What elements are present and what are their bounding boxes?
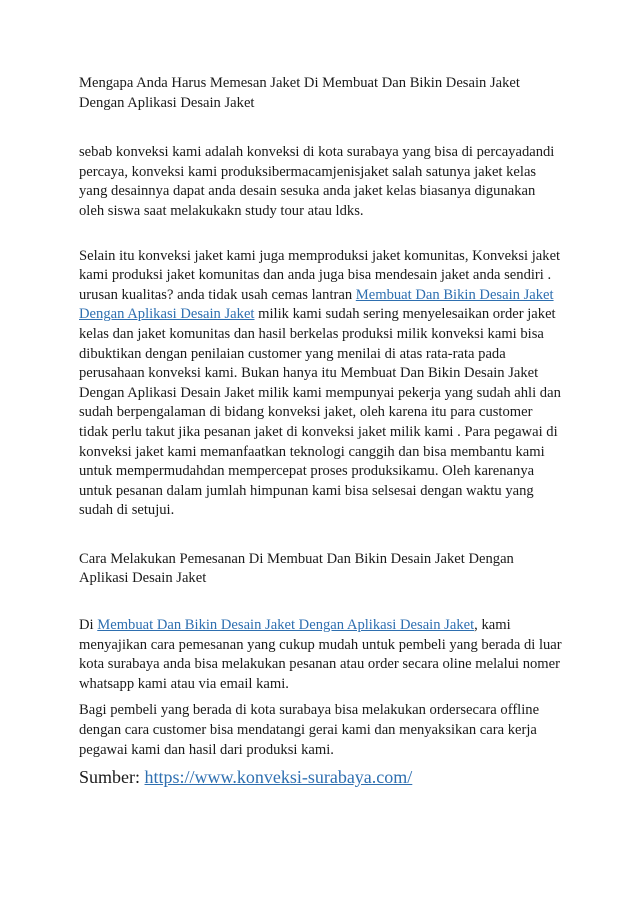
heading-how-to-order: Cara Melakukan Pemesanan Di Membuat Dan Bikin Desain Jaket Dengan Aplikasi Desain Jaket [79, 550, 514, 587]
paragraph-offline: Bagi pembeli yang berada di kota surabaya bisa melakukan ordersecara offline dengan cara customer bisa mendatangi gerai kami dan menyaksikan cara kerja pegawai kami dan hasil dari produksi kami. [79, 702, 540, 758]
paragraph-ordering-text-before: Di [79, 617, 98, 634]
paragraph-ordering-text-after: , kami menyajikan cara pemesanan yang cukup mudah untuk pembeli yang berada di luar kota surabaya anda bisa melakukan pesanan atau order secara oline melalui nomer whatsapp kami atau via email kami. [79, 617, 562, 692]
link-membuat-desain-jaket-2[interactable]: Membuat Dan Bikin Desain Jaket Dengan Aplikasi Desain Jaket [97, 617, 475, 634]
document-page [79, 74, 563, 789]
paragraph-quality [79, 247, 563, 521]
paragraph-ordering [79, 616, 563, 694]
source-line [79, 765, 563, 789]
paragraph-quality-text-after: milik kami sudah sering menyelesaikan order jaket kelas dan jaket komunitas dan hasil berkelas produksi milik konveksi kami bisa dibuktikan dengan penilaian customer yang menilai di atas rata-rata pada perusahaan konveksi kami. Bukan hanya itu Membuat Dan Bikin Desain Jaket Dengan Aplikasi Desain Jaket milik kami mempunyai pekerja yang sudah ahli dan sudah berpengalaman di bidang konveksi jaket, oleh karena itu para customer tidak perlu takut jika pesanan jaket di konveksi jaket milik kami . Para pegawai di konveksi jaket kami memanfaatkan teknologi canggih dan bisa membantu kami untuk mempermudahdan mempercepat proses produksikamu. Oleh karenanya untuk pesanan dalam jumlah himpunan kami bisa selsesai dengan waktu yang sudah di setujui. [79, 306, 561, 519]
heading-why-order: Mengapa Anda Harus Memesan Jaket Di Membuat Dan Bikin Desain Jaket Dengan Aplikasi Desain Jaket [79, 75, 520, 111]
source-link[interactable]: https://www.konveksi-surabaya.com/ [144, 767, 413, 788]
paragraph-quality-text-before: Selain itu konveksi jaket kami juga memproduksi jaket komunitas, Konveksi jaket kami produksi jaket komunitas dan anda juga bisa mendesain jaket anda sendiri . urusan kualitas? anda tidak usah cemas lantran [79, 247, 561, 303]
paragraph-about-konveksi: sebab konveksi kami adalah konveksi di kota surabaya yang bisa di percayadandi percaya, konveksi kami produksibermacamjenisjaket salah satunya jaket kelas yang desainnya dapat anda desain sesuka anda jaket kelas biasanya digunakan oleh siswa saat melakukakn study tour atau ldks. [79, 144, 555, 219]
source-label: Sumber: [79, 767, 145, 788]
link-membuat-desain-jaket[interactable]: Membuat Dan Bikin Desain Jaket Dengan Aplikasi Desain Jaket [79, 286, 554, 323]
